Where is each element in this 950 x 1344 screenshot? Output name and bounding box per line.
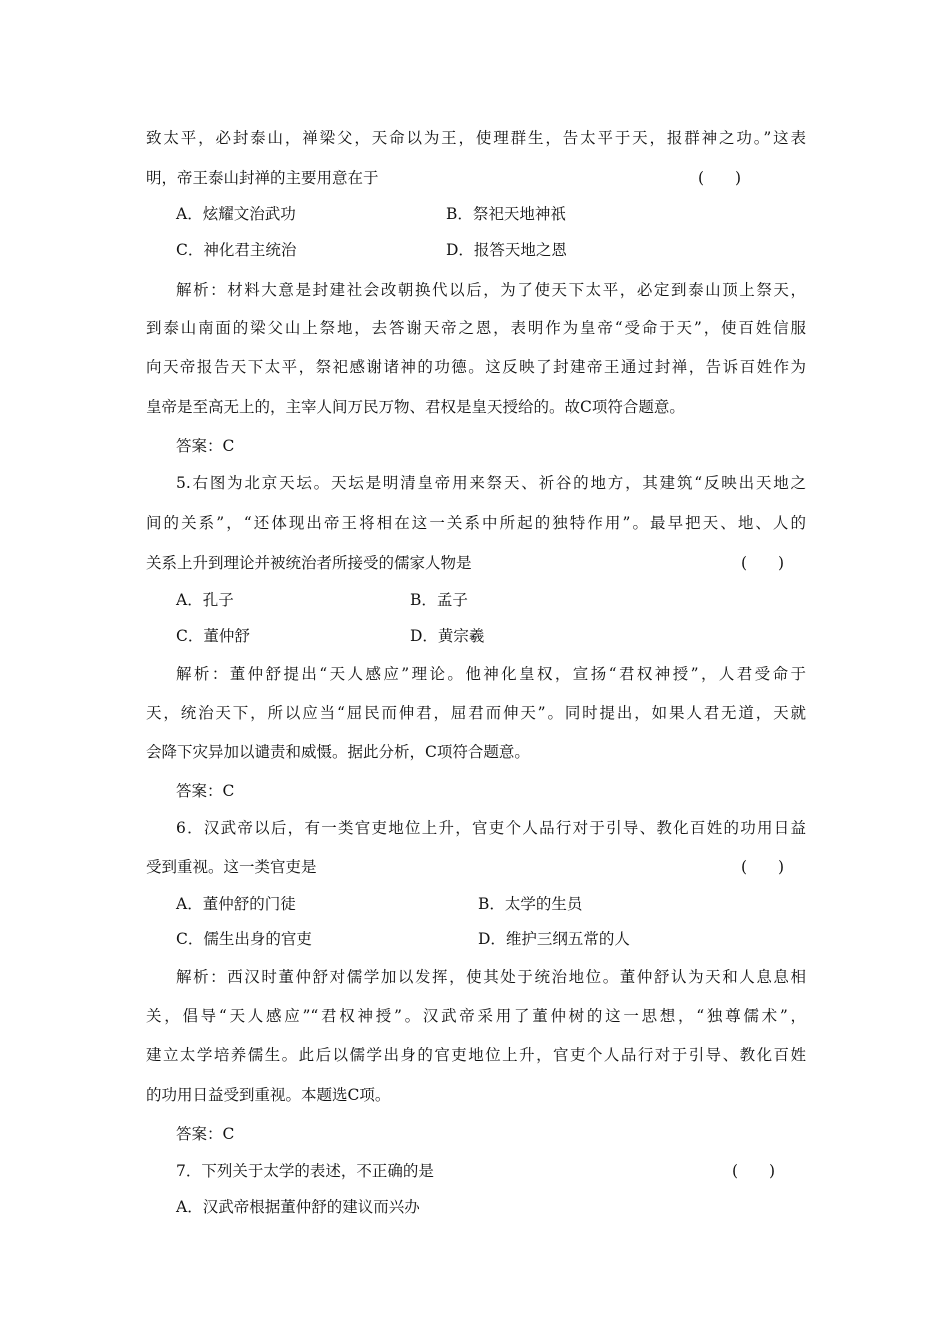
q5-stem-line-2: 间的关系”，“还体现出帝王将相在这一关系中所起的独特作用”。最早把天、地、人的 [146, 514, 806, 532]
q5-answer: 答案：C [176, 782, 235, 800]
q6-option-c: C．儒生出身的官吏 [176, 930, 312, 948]
q7-answer-blank: ( ) [732, 1162, 776, 1180]
q6-stem-line-1: 6．汉武帝以后，有一类官吏地位上升，官吏个人品行对于引导、教化百姓的功用日益 [176, 819, 806, 837]
q4-option-c: C．神化君主统治 [176, 241, 297, 259]
q5-analysis-line-3: 会降下灾异加以谴责和威慑。据此分析，C项符合题意。 [146, 743, 530, 761]
q5-option-b: B．孟子 [410, 591, 468, 609]
q4-stem-line-1: 致太平，必封泰山，禅梁父，天命以为王，使理群生，告太平于天，报群神之功。”这表 [146, 129, 806, 147]
q7-stem: 7．下列关于太学的表述，不正确的是 [176, 1162, 434, 1180]
q6-option-b: B．太学的生员 [478, 895, 583, 913]
q5-analysis-line-2: 天，统治天下，所以应当“屈民而伸君，屈君而伸天”。同时提出，如果人君无道，天就 [146, 704, 806, 722]
q4-analysis-line-2: 到泰山南面的梁父山上祭地，去答谢天帝之恩，表明作为皇帝“受命于天”，使百姓信服 [146, 319, 806, 337]
q6-analysis-line-1: 解析：西汉时董仲舒对儒学加以发挥，使其处于统治地位。董仲舒认为天和人息息相 [176, 968, 806, 986]
q6-analysis-line-4: 的功用日益受到重视。本题选C项。 [146, 1086, 391, 1104]
q5-stem-line-1: 5.右图为北京天坛。天坛是明清皇帝用来祭天、祈谷的地方，其建筑“反映出天地之 [176, 474, 806, 492]
q5-analysis-line-1: 解析：董仲舒提出“天人感应”理论。他神化皇权，宣扬“君权神授”，人君受命于 [176, 665, 806, 683]
q5-option-a: A．孔子 [176, 591, 234, 609]
q5-option-c: C．董仲舒 [176, 627, 250, 645]
q6-stem-line-2: 受到重视。这一类官吏是 [146, 858, 317, 876]
q6-analysis-line-2: 关，倡导“天人感应”“君权神授”。汉武帝采用了董仲树的这一思想，“独尊儒术”， [146, 1007, 806, 1025]
q5-stem-line-3: 关系上升到理论并被统治者所接受的儒家人物是 [146, 554, 472, 572]
q4-analysis-line-4: 皇帝是至高无上的，主宰人间万民万物、君权是皇天授给的。故C项符合题意。 [146, 398, 685, 416]
q4-option-b: B．祭祀天地神祇 [446, 205, 566, 223]
q4-answer-blank: ( ) [698, 169, 742, 187]
q7-option-a: A．汉武帝根据董仲舒的建议而兴办 [176, 1198, 420, 1216]
q4-option-a: A．炫耀文治武功 [176, 205, 296, 223]
q6-option-a: A．董仲舒的门徒 [176, 895, 296, 913]
q4-answer: 答案：C [176, 437, 235, 455]
q4-option-d: D．报答天地之恩 [446, 241, 567, 259]
q4-analysis-line-1: 解析：材料大意是封建社会改朝换代以后，为了使天下太平，必定到泰山顶上祭天， [176, 281, 806, 299]
q4-stem-line-2: 明，帝王泰山封禅的主要用意在于 [146, 169, 379, 187]
q6-analysis-line-3: 建立太学培养儒生。此后以儒学出身的官吏地位上升，官吏个人品行对于引导、教化百姓 [146, 1046, 806, 1064]
q4-analysis-line-3: 向天帝报告天下太平，祭祀感谢诸神的功德。这反映了封建帝王通过封禅，告诉百姓作为 [146, 358, 806, 376]
q6-answer-blank: ( ) [741, 858, 785, 876]
q6-option-d: D．维护三纲五常的人 [478, 930, 630, 948]
q5-option-d: D．黄宗羲 [410, 627, 485, 645]
q6-answer: 答案：C [176, 1125, 235, 1143]
q5-answer-blank: ( ) [741, 554, 785, 572]
